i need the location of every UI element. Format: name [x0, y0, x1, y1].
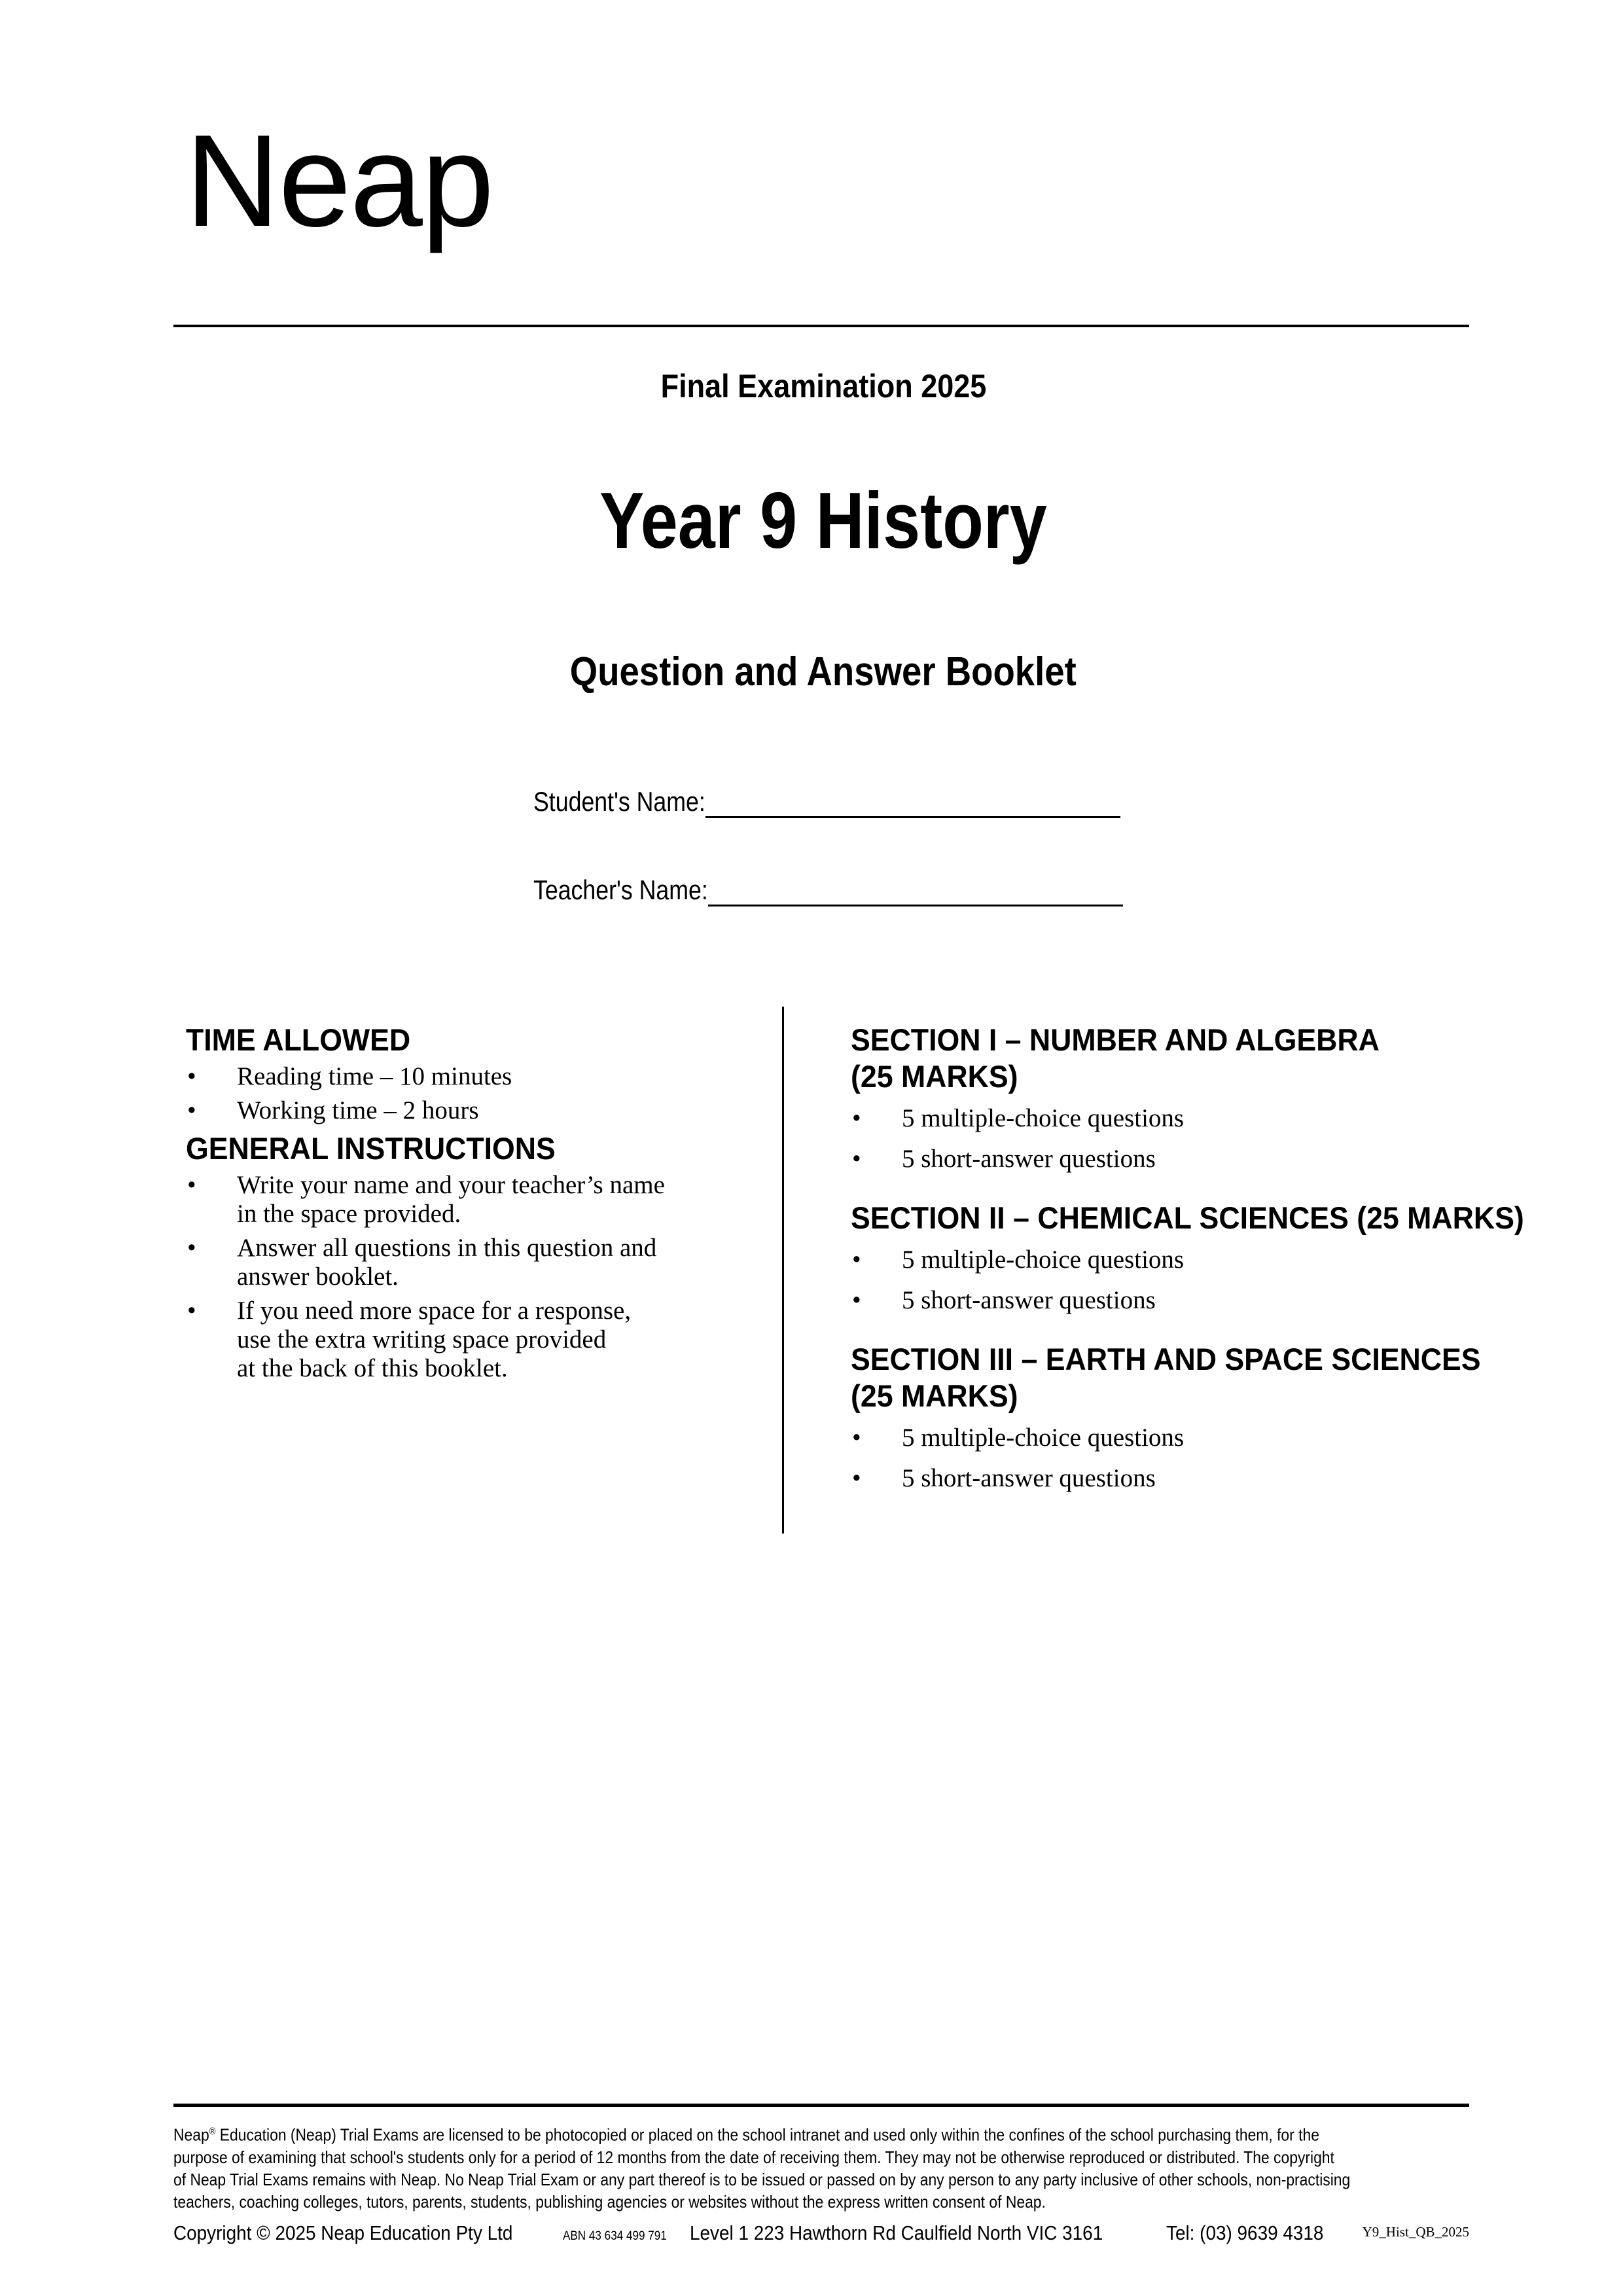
bullet-text-line: answer booklet.	[237, 1263, 399, 1291]
section-heading-line	[851, 1200, 1524, 1236]
bullet-item	[851, 1246, 1472, 1274]
column-divider	[782, 1007, 784, 1534]
bullet-text-line: 5 multiple-choice questions	[902, 1246, 1185, 1274]
section-heading	[851, 1200, 1524, 1236]
registered-trademark-symbol: ®	[209, 2126, 216, 2137]
bullet-text	[237, 1171, 665, 1229]
bullet-icon: •	[852, 1104, 861, 1132]
section-heading	[851, 1341, 1481, 1414]
bullet-text	[902, 1286, 1156, 1315]
teacher-name-write-line	[708, 905, 1123, 906]
section-heading-text: SECTION I – NUMBER AND ALGEBRA	[851, 1022, 1380, 1057]
bullet-item	[186, 1096, 762, 1125]
section-heading-text: GENERAL INSTRUCTIONS	[186, 1131, 556, 1166]
bullet-list	[851, 1424, 1472, 1493]
bullet-text-line: in the space provided.	[237, 1200, 461, 1228]
license-paragraph	[173, 2121, 1469, 2213]
bullet-text	[902, 1424, 1184, 1452]
bullet-text	[902, 1104, 1184, 1133]
bullet-text-line: 5 multiple-choice questions	[902, 1104, 1185, 1132]
section-heading-line	[851, 1022, 1472, 1058]
neap-logo	[185, 108, 493, 254]
subject-title: Year 9 History	[599, 476, 1047, 565]
bullet-text-line: Working time – 2 hours	[237, 1096, 479, 1124]
bullet-icon: •	[852, 1145, 861, 1173]
bullet-icon: •	[852, 1246, 861, 1274]
license-line-text: Education (Neap) Trial Exams are licensed to be photocopied or placed on the school intranet and used only within the confines of the school purchasing them, for the	[215, 2125, 1319, 2145]
bullet-list	[851, 1246, 1472, 1315]
section-heading-line	[186, 1130, 762, 1167]
bullet-item	[851, 1145, 1472, 1174]
bullet-text-line: 5 short-answer questions	[902, 1145, 1156, 1173]
bullet-list	[851, 1104, 1472, 1174]
bullet-item	[186, 1234, 762, 1291]
teacher-name-label: Teacher's Name:	[533, 874, 708, 905]
bullet-item	[851, 1104, 1472, 1133]
license-line	[173, 2168, 1469, 2191]
student-name-label: Student's Name:	[533, 786, 705, 817]
document-code: Y9_Hist_QB_2025	[1362, 2224, 1469, 2240]
section-heading-text: (25 MARKS)	[851, 1059, 1018, 1094]
bullet-text-line: If you need more space for a response,	[237, 1297, 632, 1325]
bullet-text-line: at the back of this booklet.	[237, 1354, 508, 1382]
bullet-text	[902, 1145, 1156, 1174]
bullet-text-line: Reading time – 10 minutes	[237, 1062, 512, 1090]
bullet-icon: •	[852, 1424, 861, 1452]
bullet-icon: •	[187, 1096, 196, 1124]
bullet-text-line: 5 short-answer questions	[902, 1464, 1156, 1492]
bullet-item	[851, 1464, 1472, 1493]
bullet-item	[186, 1062, 762, 1091]
publisher-address: Level 1 223 Hawthorn Rd Caulfield North VIC 3161	[690, 2221, 1103, 2244]
section-heading-text: SECTION III – EARTH AND SPACE SCIENCES	[851, 1342, 1481, 1376]
bullet-item	[851, 1424, 1472, 1452]
exam-series-title: Final Examination 2025	[660, 368, 986, 404]
section-heading-text: (25 MARKS)	[851, 1378, 1018, 1413]
bullet-text	[237, 1297, 631, 1383]
publisher-phone: Tel: (03) 9639 4318	[1166, 2221, 1324, 2244]
bullet-text-line: 5 multiple-choice questions	[902, 1424, 1185, 1452]
section-heading	[851, 1022, 1472, 1095]
license-brand: Neap	[173, 2125, 209, 2145]
bullet-text	[902, 1464, 1156, 1493]
sections-column	[851, 1022, 1524, 1505]
bullet-item	[851, 1286, 1472, 1315]
bullet-text-line: Write your name and your teacher’s name	[237, 1171, 665, 1199]
abn-number: ABN 43 634 499 791	[563, 2229, 667, 2243]
bullet-text	[237, 1062, 512, 1091]
student-name-write-line	[705, 816, 1120, 818]
section-heading-text: TIME ALLOWED	[186, 1022, 411, 1057]
section-heading	[186, 1130, 762, 1167]
header-rule	[173, 325, 1469, 327]
bullet-text-line: use the extra writing space provided	[237, 1325, 607, 1354]
bullet-icon: •	[852, 1464, 861, 1492]
license-line	[173, 2146, 1469, 2168]
neap-logo-text: Neap	[185, 108, 493, 254]
section-heading-line	[851, 1058, 1472, 1095]
bullet-icon: •	[852, 1286, 861, 1314]
footer-rule	[173, 2104, 1469, 2107]
license-line-text: of Neap Trial Exams remains with Neap. No Neap Trial Exam or any part thereof is to be issued or passed on by any person to any party inclusive of other schools, non-practising	[173, 2169, 1351, 2189]
copyright-notice: Copyright © 2025 Neap Education Pty Ltd	[173, 2221, 513, 2244]
instructions-column	[186, 1022, 762, 1388]
section-heading-line	[186, 1022, 762, 1058]
bullet-text	[237, 1096, 479, 1125]
bullet-text	[902, 1246, 1184, 1274]
section-heading-line	[851, 1378, 1472, 1414]
license-line	[173, 2191, 1469, 2213]
bullet-list	[186, 1171, 762, 1383]
bullet-icon: •	[187, 1171, 196, 1199]
section-heading	[186, 1022, 762, 1058]
license-line-text: teachers, coaching colleges, tutors, parents, students, publishing agencies or websites without the express written consent of Neap.	[173, 2191, 1046, 2212]
bullet-text	[237, 1234, 656, 1291]
bullet-text-line: 5 short-answer questions	[902, 1286, 1156, 1314]
section-heading-text: SECTION II – CHEMICAL SCIENCES (25 MARKS)	[851, 1200, 1524, 1235]
section-heading-line	[851, 1341, 1481, 1378]
license-line	[173, 2121, 1469, 2146]
bullet-icon: •	[187, 1234, 196, 1262]
bullet-text-line: Answer all questions in this question and	[237, 1234, 657, 1262]
bullet-icon: •	[187, 1297, 196, 1325]
license-line-text: purpose of examining that school's students only for a period of 12 months from the date of receiving them. They may not be otherwise reproduced or distributed. The copyright	[173, 2147, 1334, 2167]
bullet-item	[186, 1297, 762, 1383]
bullet-icon: •	[187, 1062, 196, 1090]
booklet-type-title: Question and Answer Booklet	[569, 649, 1077, 694]
bullet-list	[186, 1062, 762, 1125]
bullet-item	[186, 1171, 762, 1229]
